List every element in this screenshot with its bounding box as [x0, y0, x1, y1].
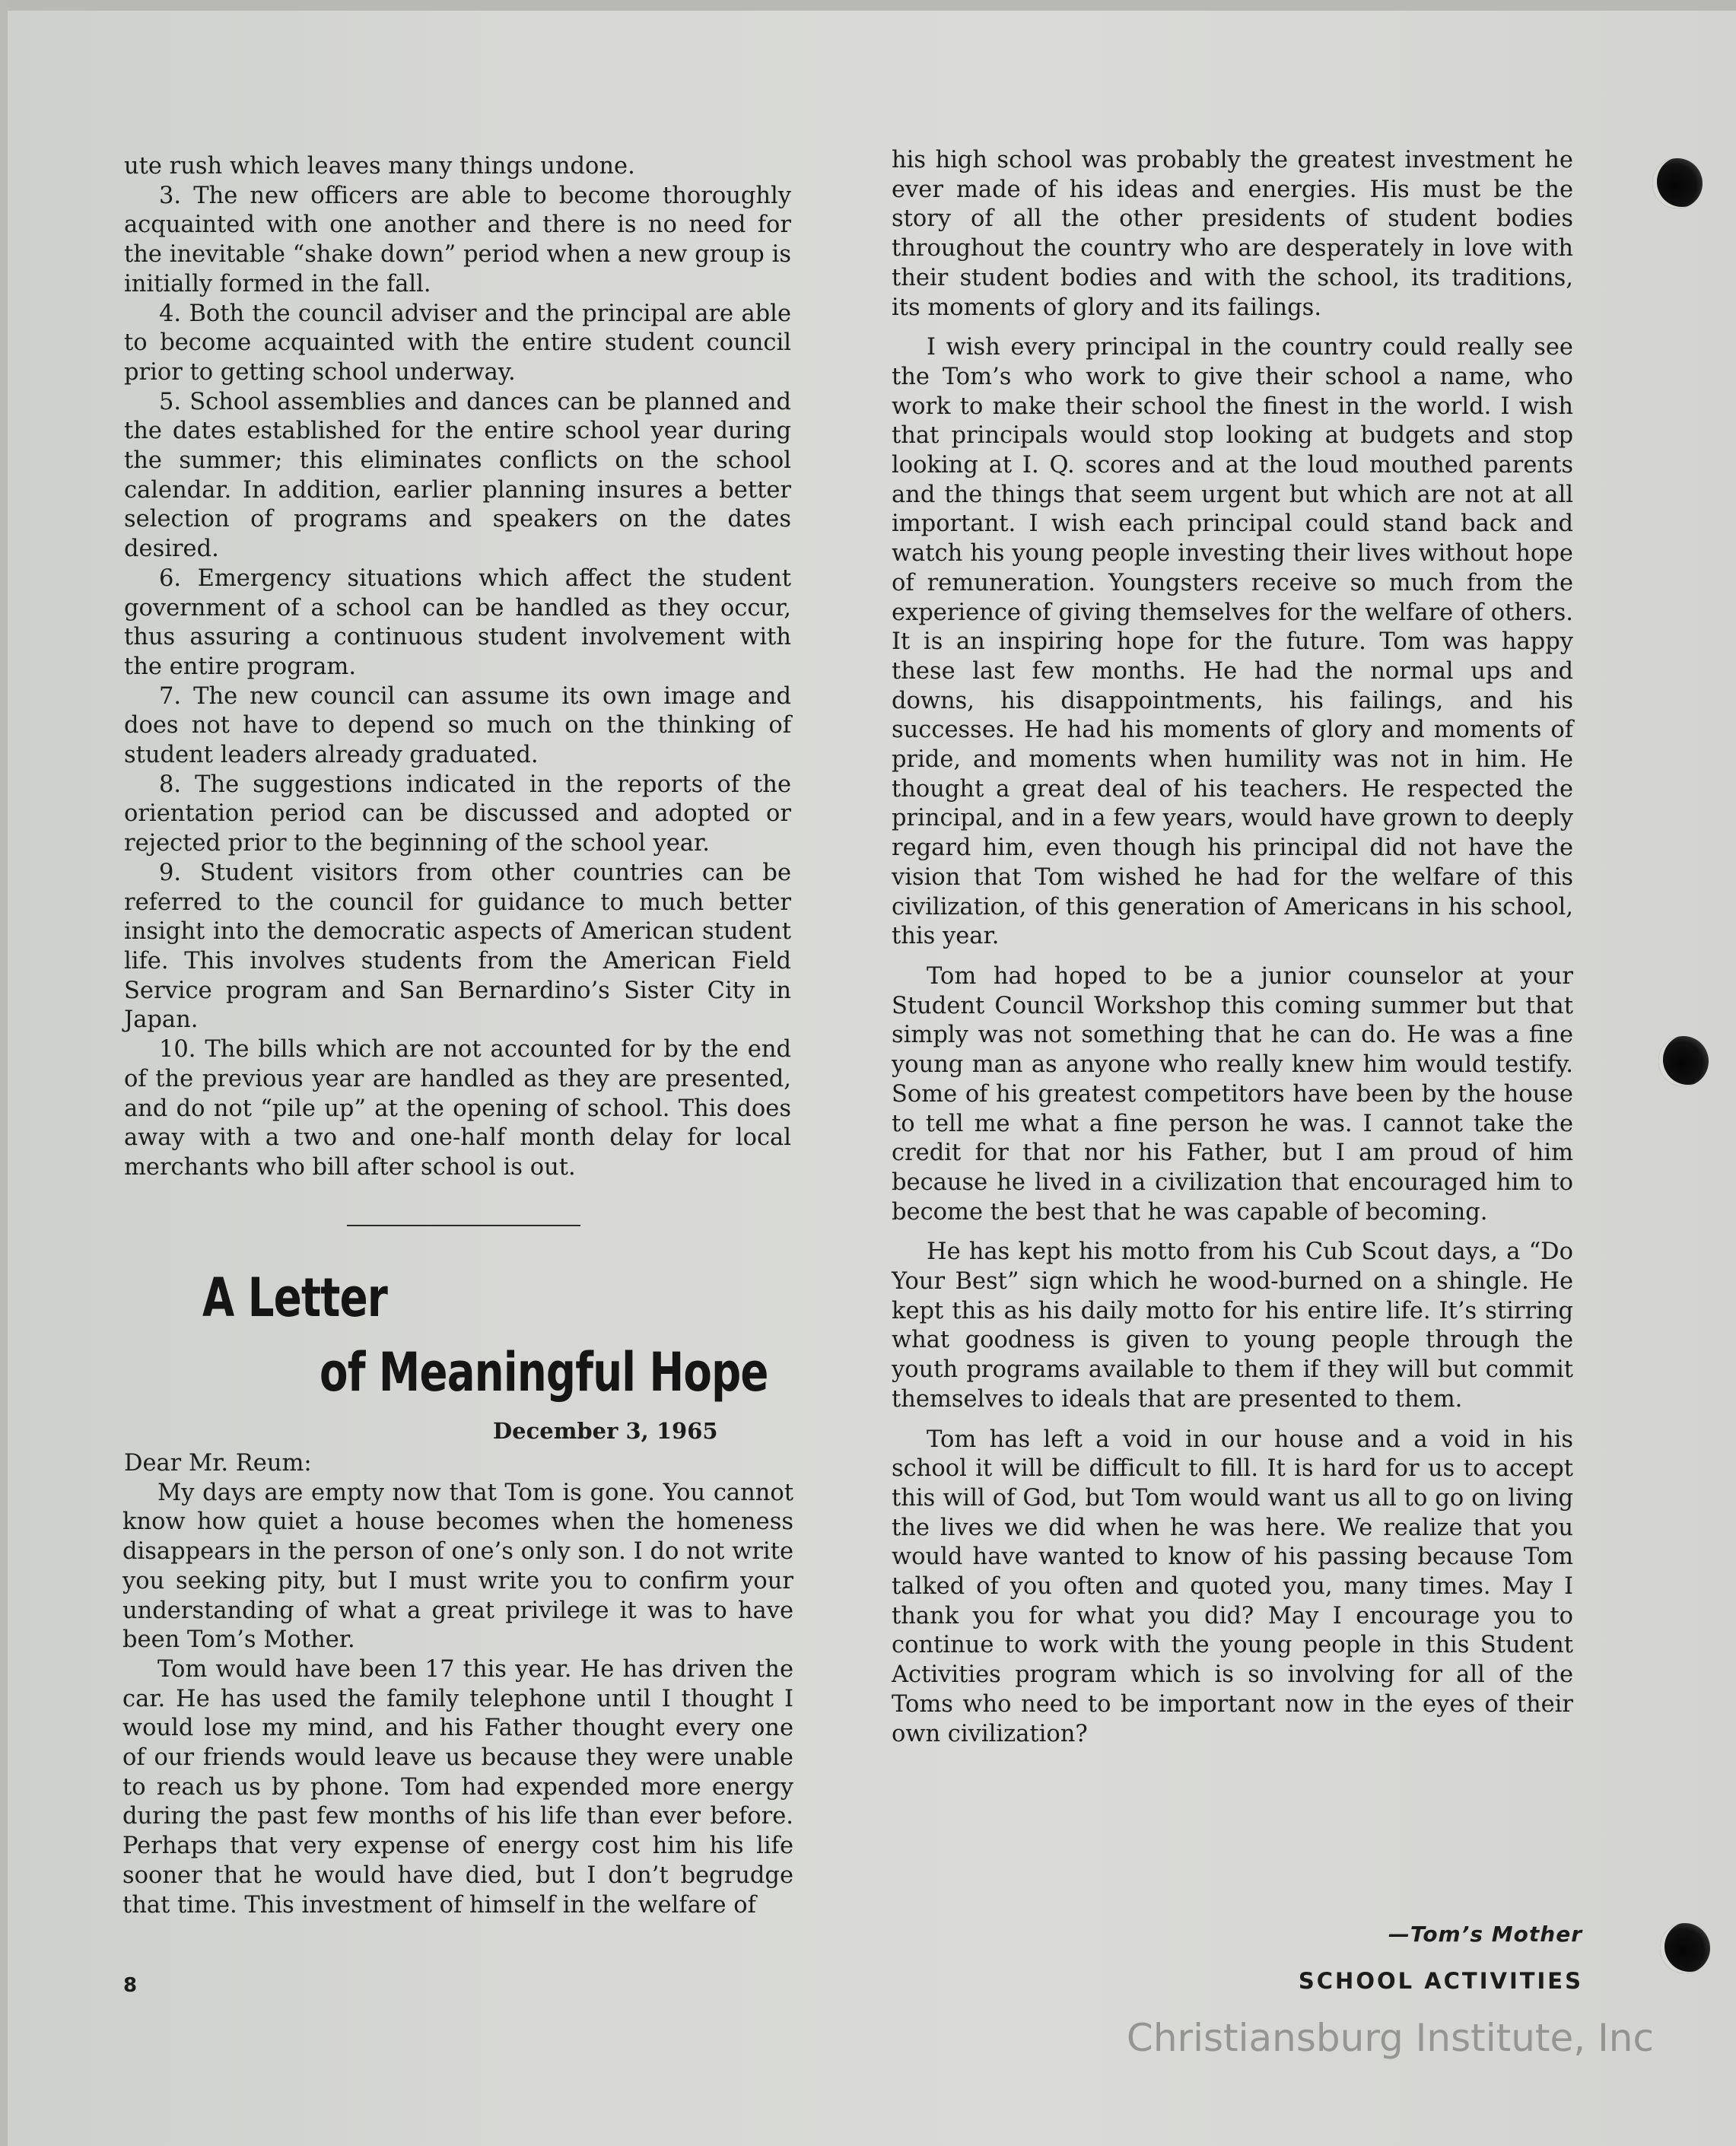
watermark: Christiansburg Institute, Inc: [1126, 2016, 1654, 2060]
section-divider: [347, 1225, 580, 1226]
list-item: 3. The new officers are able to become thoroughly acquainted with one another and there is no need for the inevitable “shake down” period when a new group is initially formed in the fall.: [124, 182, 791, 297]
article-title-line-1: A Letter: [202, 1267, 388, 1329]
punch-hole: [1660, 1923, 1710, 1973]
magazine-name: SCHOOL ACTIVITIES: [1298, 1968, 1583, 1994]
letter-left-column: [122, 1449, 793, 1920]
left-column-list: [124, 152, 791, 1183]
letter-date: December 3, 1965: [493, 1418, 718, 1444]
punch-hole: [1652, 158, 1703, 208]
letter-right-column: [892, 146, 1573, 1749]
list-item: 7. The new council can assume its own image and does not have to depend so much on the thinking of student leaders already graduated.: [124, 682, 791, 769]
salutation: Dear Mr. Reum:: [124, 1450, 312, 1477]
letter-paragraph: his high school was probably the greatest investment he ever made of his ideas and energies. His must be the story of all the other presidents of student bodies throughout the country who are desperately in love with their student bodies and with the school, its traditions, its moments of glory and its failings.: [892, 147, 1573, 321]
list-item: 9. Student visitors from other countries can be referred to the council for guidance to much better insight into the democratic aspects of American student life. This involves students from the American Field Service program and San Bernardino’s Sister City in Japan.: [124, 859, 791, 1034]
article-title-line-2: of Meaningful Hope: [320, 1341, 768, 1404]
scan-edge: [0, 0, 1736, 11]
letter-paragraph: I wish every principal in the country could really see the Tom’s who work to give their school a name, who work to make their school the finest in the world. I wish that principals would stop looking at budgets and stop looking at I. Q. scores and at the loud mouthed parents and the things that seem urgent but which are not at all important. I wish each principal could stand back and watch his young people investing their lives without hope of remuneration. Youngsters receive so much from the experience of giving themselves for the welfare of others. It is an inspiring hope for the future. Tom was happy these last few months. He had the normal ups and downs, his disappointments, his failings, and his successes. He had his moments of glory and moments of pride, and moments when humility was not in him. He thought a great deal of his teachers. He respected the principal, and in a few years, would have grown to deeply regard him, even though his principal did not have the vision that Tom wished he had for the welfare of this civilization, of this generation of Americans in his school, this year.: [892, 334, 1573, 950]
letter-paragraph: He has kept his motto from his Cub Scout days, a “Do Your Best” sign which he wood-burned on a shingle. He kept this as his daily motto for his entire life. It’s stirring what goodness is given to young people through the youth programs available to them if they will but commit themselves to ideals that are presented to them.: [892, 1238, 1573, 1413]
paragraph: ute rush which leaves many things undone.: [124, 153, 635, 180]
letter-paragraph: Tom has left a void in our house and a void in his school it will be difficult to fill. It is hard for us to accept this will of God, but Tom would want us all to go on living the lives we did when he was here. We realize that you would have wanted to know of his passing because Tom talked of you often and quoted you, many times. May I thank you for what you did? May I encourage you to continue to work with the young people in this Student Activities program which is so involving for all of the Toms who need to be important now in the eyes of their own civilization?: [892, 1426, 1573, 1747]
letter-paragraph: My days are empty now that Tom is gone. You cannot know how quiet a house becomes when the homeness disappears in the person of one’s only son. I do not write you seeking pity, but I must write you to confirm your understanding of what a great privilege it was to have been Tom’s Mother.: [122, 1479, 793, 1654]
list-item: 4. Both the council adviser and the principal are able to become acquainted with the entire student council prior to getting school underway.: [124, 300, 791, 386]
list-item: 10. The bills which are not accounted for by the end of the previous year are handled as they are presented, and do not “pile up” at the opening of school. This does away with a two and one-half month delay for local merchants who bill after school is out.: [124, 1036, 791, 1181]
letter-signature: —Tom’s Mother: [1388, 1922, 1582, 1947]
letter-paragraph: Tom would have been 17 this year. He has driven the car. He has used the family telephone until I thought I would lose my mind, and his Father thought every one of our friends would leave us because they were unable to reach us by phone. Tom had expended more energy during the past few months of his life than ever before. Perhaps that very expense of energy cost him his life sooner that he would have died, but I don’t begrudge that time. This investment of himself in the welfare of: [122, 1655, 793, 1919]
list-item: 5. School assemblies and dances can be planned and the dates established for the entire school year during the summer; this eliminates conflicts on the school calendar. In addition, earlier planning insures a better selection of programs and speakers on the dates desired.: [124, 388, 791, 563]
list-item: 8. The suggestions indicated in the reports of the orientation period can be discussed and adopted or rejected prior to the beginning of the school year.: [124, 771, 791, 857]
scan-edge: [0, 0, 8, 2146]
list-item: 6. Emergency situations which affect the student government of a school can be handled as they occur, thus assuring a continuous student involvement with the entire program.: [124, 564, 791, 680]
page-number: 8: [123, 1974, 138, 1997]
punch-hole: [1658, 1036, 1709, 1086]
letter-paragraph: Tom had hoped to be a junior counselor at your Student Council Workshop this coming summer but that simply was not something that he can do. He was a fine young man as anyone who really knew him would testify. Some of his greatest competitors have been by the house to tell me what a fine person he was. I cannot take the credit for that nor his Father, but I am proud of him because he lived in a civilization that encouraged him to become the best that he was capable of becoming.: [892, 962, 1573, 1226]
